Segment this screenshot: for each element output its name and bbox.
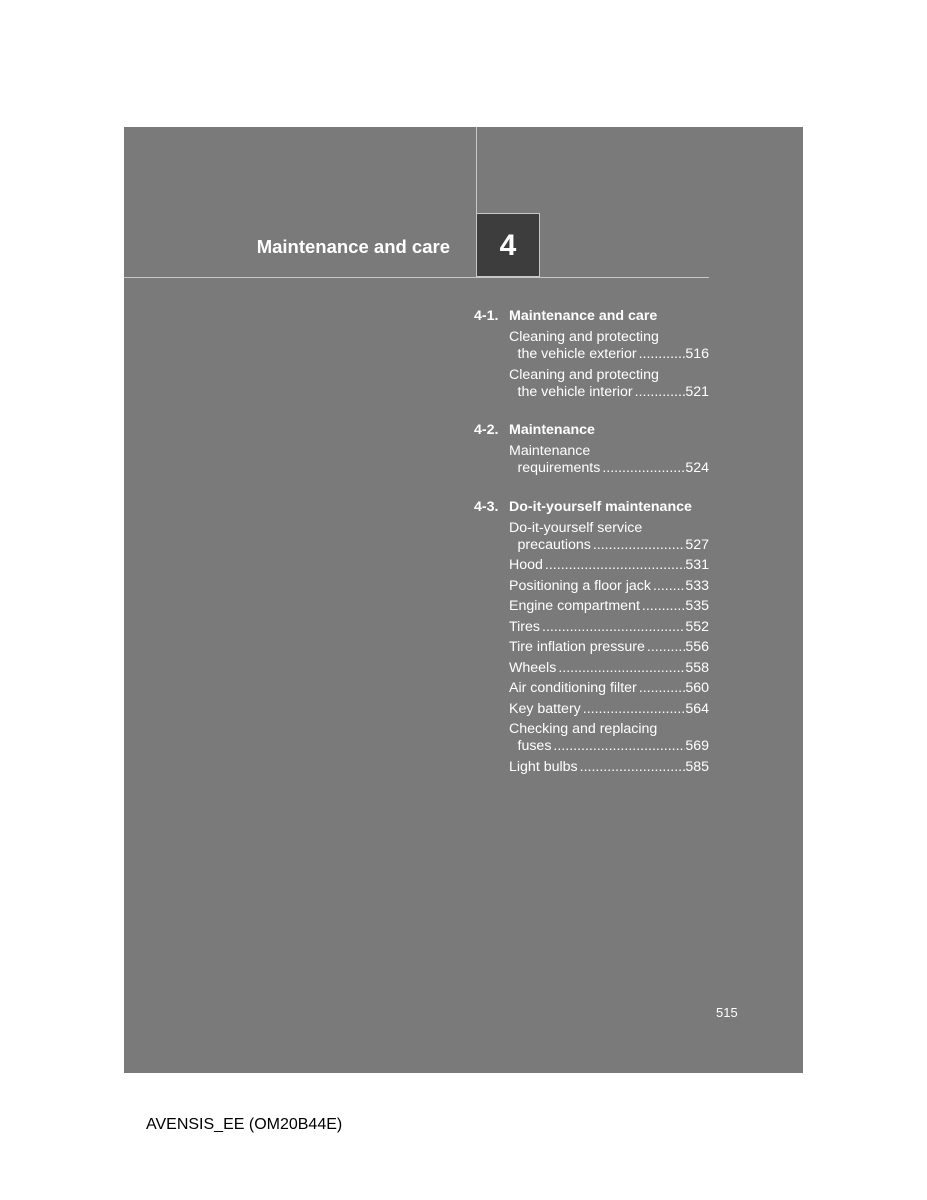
toc-entry[interactable] [474,557,709,575]
toc-section-title: Maintenance [509,422,595,438]
toc-entry-title-line: Cleaning and protecting [509,366,659,383]
toc-entry-label: Light bulbs [509,758,578,775]
toc-entry-title-line: Checking and replacing [509,721,658,737]
toc-entry-page: 535 [685,598,709,614]
toc-entry-label: fuses [517,738,552,754]
page-number: 515 [716,1005,738,1020]
toc-dot-leader [540,619,685,637]
toc-dot-leader [633,384,686,402]
toc-entry-label: Positioning a floor jack [509,577,651,594]
table-of-contents [474,308,709,797]
toc-entry-page: 585 [685,758,709,775]
toc-entry[interactable] [474,367,709,402]
toc-section-title: Maintenance and care [509,308,658,324]
toc-entry-label: Engine compartment [509,598,640,614]
chapter-panel [124,127,803,1073]
toc-entry[interactable] [474,721,709,756]
toc-section-heading[interactable] [474,499,709,520]
toc-entry-page: 558 [685,659,709,676]
toc-entry[interactable] [474,520,709,555]
toc-entry[interactable] [474,680,709,698]
document-footer: AVENSIS_EE (OM20B44E) [146,1116,343,1133]
toc-section-heading[interactable] [474,422,709,443]
toc-section [474,499,709,777]
toc-entry[interactable] [474,759,709,777]
toc-entry[interactable] [474,639,709,657]
toc-entry-label: Tires [509,618,541,635]
toc-entry[interactable] [474,619,709,637]
toc-section-title: Do-it-yourself maintenance [509,498,692,515]
toc-section-number: 4-3. [474,498,499,515]
toc-dot-leader [637,346,686,364]
toc-dot-leader [551,738,685,756]
vertical-divider [476,127,477,213]
toc-dot-leader [543,557,685,575]
toc-entry[interactable] [474,578,709,596]
toc-entry-label: the vehicle exterior [517,346,637,362]
toc-entry[interactable] [474,443,709,478]
toc-entry-title-line: Maintenance [509,443,591,459]
toc-entry-page: 533 [685,577,709,594]
toc-dot-leader [640,598,685,616]
toc-section-heading[interactable] [474,308,709,329]
horizontal-divider [124,277,709,278]
toc-section [474,308,709,401]
toc-dot-leader [581,701,686,719]
toc-dot-leader [645,639,685,657]
toc-entry-page: 524 [685,460,709,476]
toc-entry-page: 556 [685,639,709,655]
toc-dot-leader [637,680,686,698]
toc-entry-label: requirements [517,460,601,476]
toc-entry-page: 560 [685,680,709,696]
toc-entry-page: 521 [685,383,709,400]
toc-entry-title-line: Cleaning and protecting [509,329,659,345]
toc-entry-label: Air conditioning filter [509,680,637,696]
toc-entry-page: 527 [685,536,709,553]
toc-entry-label: Tire inflation pressure [509,639,645,655]
toc-entry-label: Wheels [509,659,557,676]
toc-entry-label: the vehicle interior [517,383,633,400]
toc-entry-label: Key battery [509,700,581,717]
chapter-number: 4 [476,213,540,277]
toc-entry-page: 552 [685,618,709,635]
toc-section-number: 4-2. [474,422,499,438]
toc-dot-leader [651,578,685,596]
toc-entry-title-line: Do-it-yourself service [509,519,643,536]
toc-dot-leader [591,537,685,555]
chapter-title: Maintenance and care [256,236,450,257]
toc-dot-leader [556,660,685,678]
toc-entry-page: 531 [685,557,709,573]
toc-dot-leader [578,759,686,777]
toc-entry[interactable] [474,329,709,364]
toc-entry[interactable] [474,598,709,616]
toc-entry[interactable] [474,701,709,719]
toc-section [474,422,709,478]
toc-entry[interactable] [474,660,709,678]
toc-entry-label: precautions [517,536,591,553]
toc-dot-leader [600,460,685,478]
toc-entry-page: 569 [685,738,709,754]
toc-entry-page: 516 [685,346,709,362]
toc-section-number: 4-1. [474,308,499,324]
toc-entry-label: Hood [509,557,543,573]
toc-entry-page: 564 [685,700,709,717]
